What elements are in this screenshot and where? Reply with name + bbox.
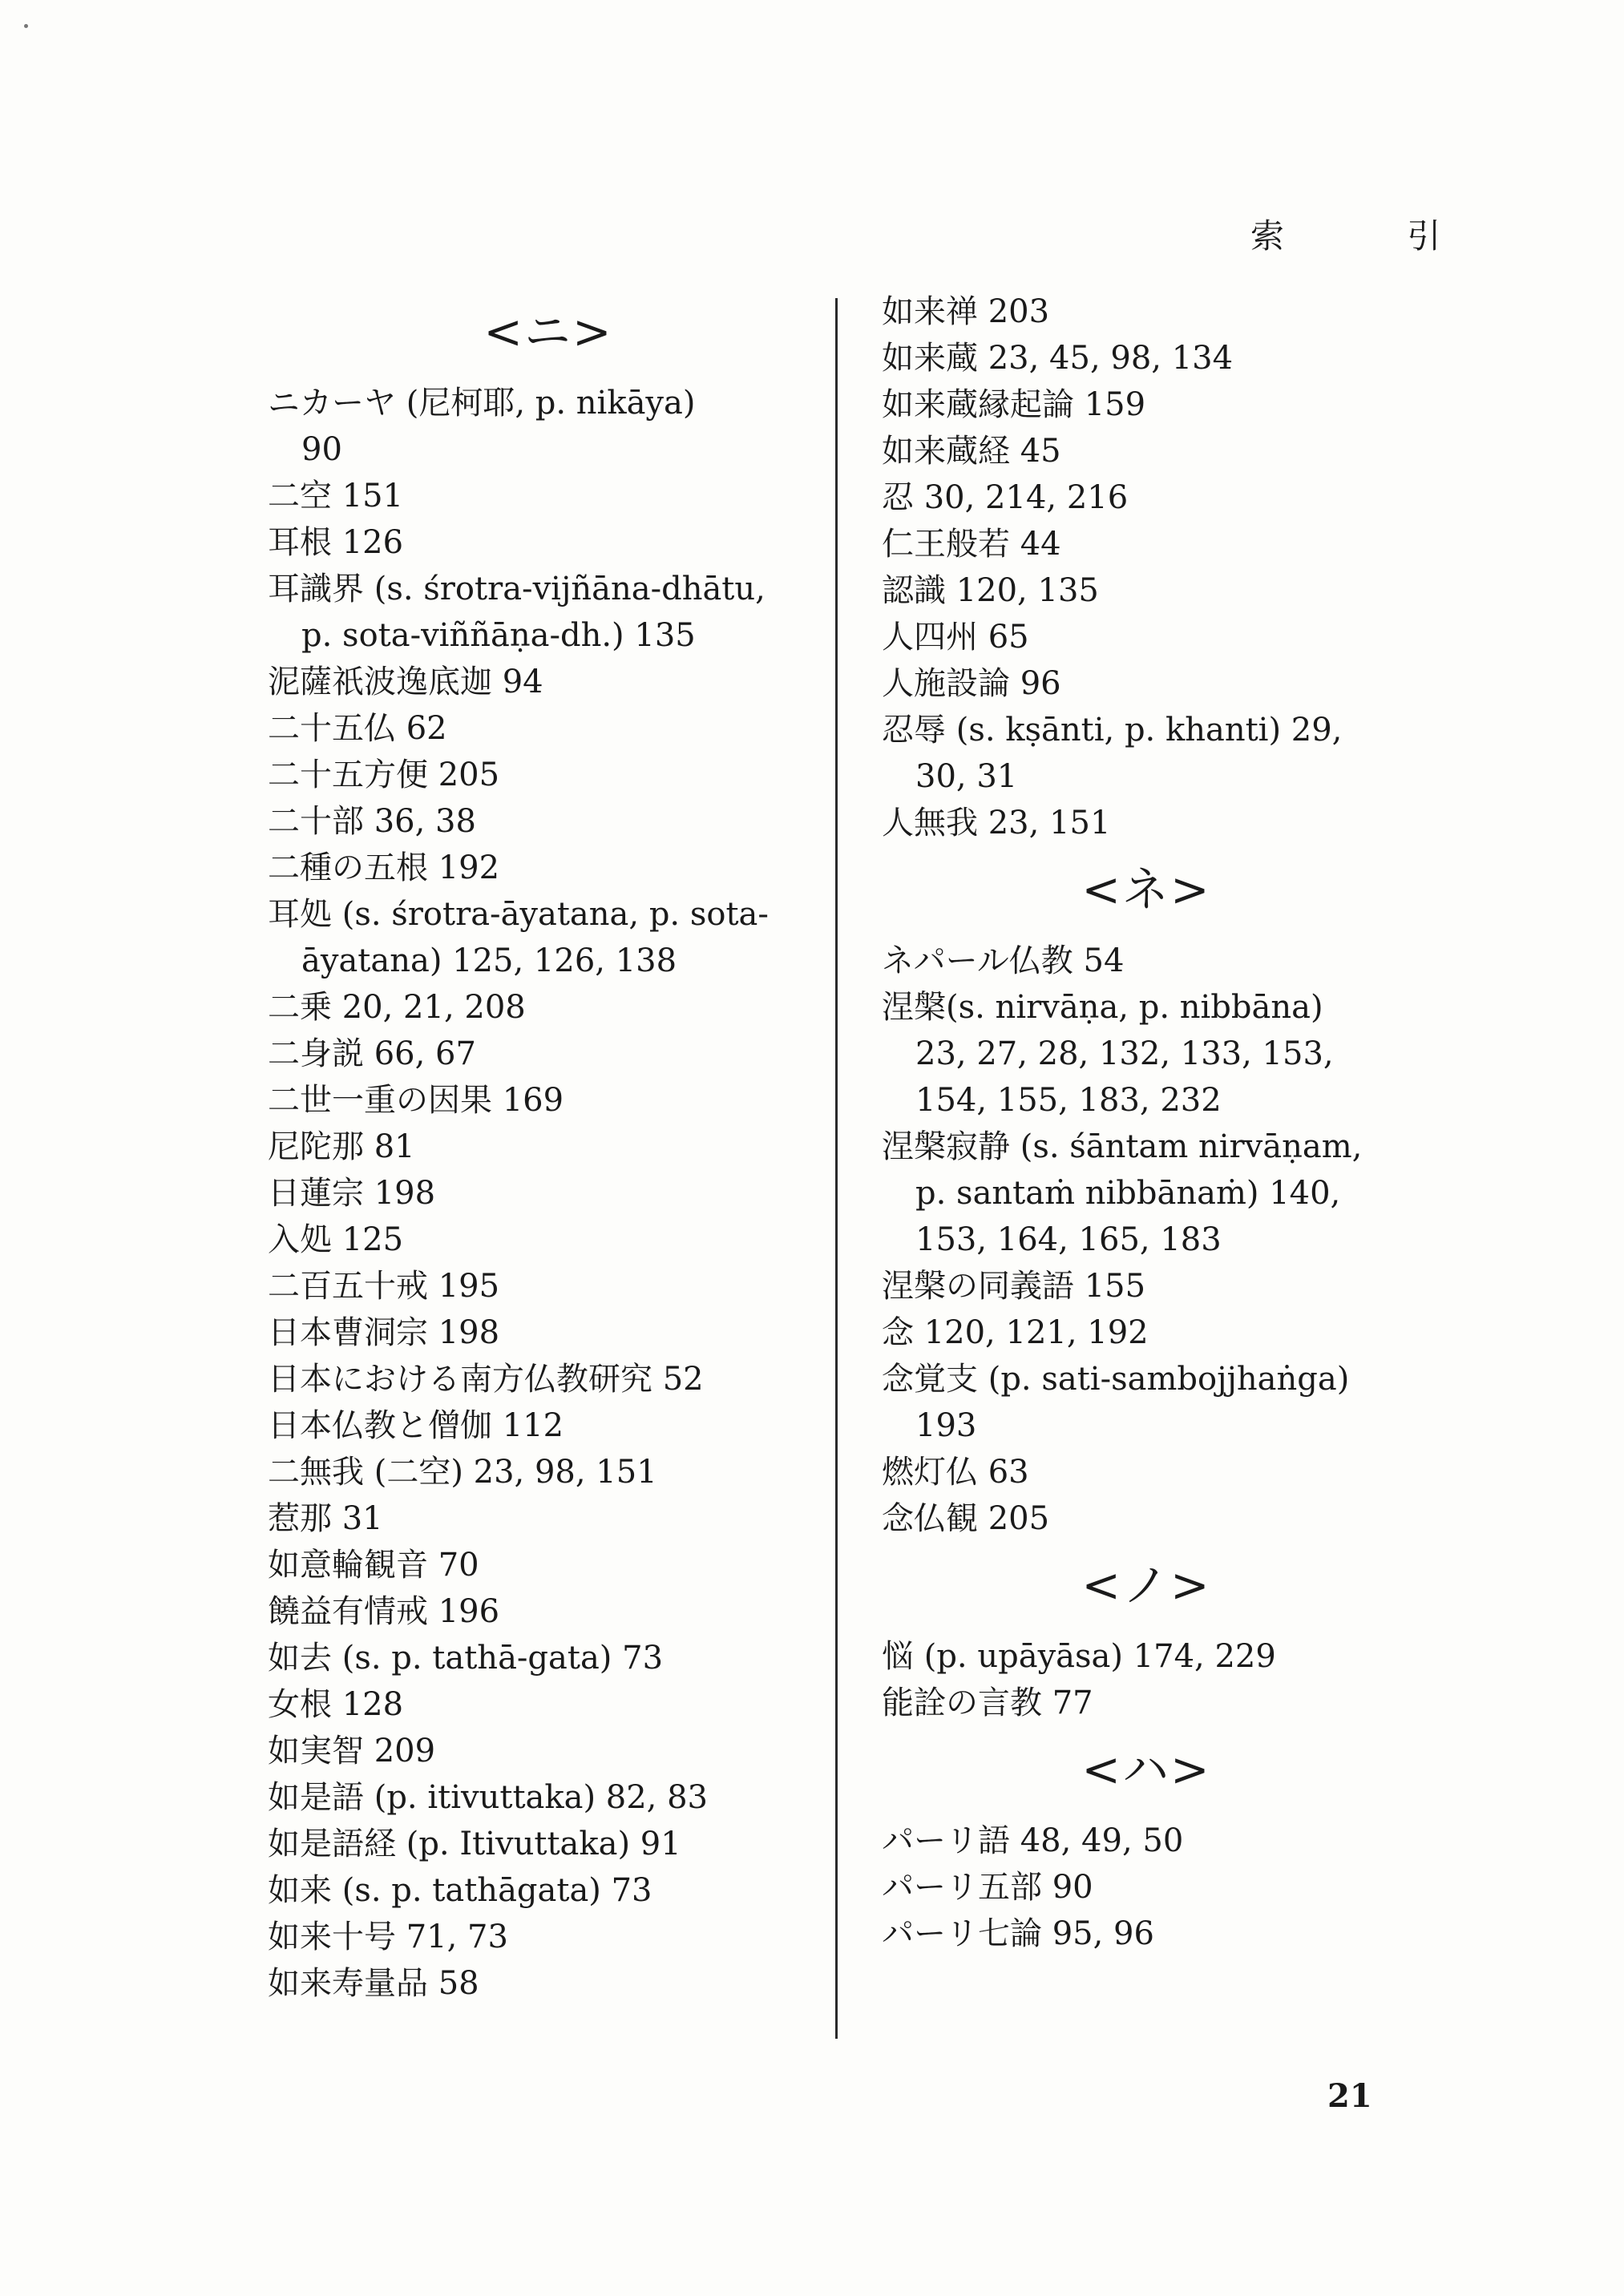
index-column-right — [882, 289, 1411, 1957]
index-entry: 如是語経 (p. Itivuttaka) 91 — [268, 1826, 681, 1862]
speck-mark — [24, 24, 28, 28]
running-head: 索 引 — [1250, 216, 1497, 256]
index-entry-continuation: 90 — [301, 431, 342, 468]
index-entry: 人施設論 96 — [882, 665, 1061, 702]
index-entry: 饒益有情戒 196 — [268, 1593, 500, 1630]
index-entry: 認識 120, 135 — [882, 572, 1099, 609]
index-entry: 泥薩祇波逸底迦 94 — [268, 664, 543, 700]
index-entry: 念 120, 121, 192 — [882, 1314, 1149, 1351]
index-entry: 燃灯仏 63 — [882, 1454, 1029, 1491]
index-entry: 二種の五根 192 — [268, 849, 500, 886]
index-entry-continuation: p. santaṁ nibbānaṁ) 140, — [915, 1175, 1341, 1212]
index-entry: 耳識界 (s. śrotra-vijñāna-dhātu, — [268, 571, 766, 607]
index-entry: 涅槃の同義語 155 — [882, 1268, 1146, 1305]
index-entry: 涅槃寂静 (s. śāntam nirvāṇam, — [882, 1128, 1363, 1165]
index-entry: 如来寿量品 58 — [268, 1965, 479, 2002]
index-entry: 如実智 209 — [268, 1733, 436, 1769]
index-entry-continuation: 193 — [915, 1407, 977, 1444]
column-divider — [835, 298, 838, 2039]
index-entry-continuation: 153, 164, 165, 183 — [915, 1221, 1222, 1258]
index-entry: 忍 30, 214, 216 — [882, 479, 1129, 516]
index-entry: 女根 128 — [268, 1686, 404, 1723]
index-entry: 耳処 (s. śrotra-āyatana, p. sota- — [268, 896, 769, 933]
index-entry: 如来蔵 23, 45, 98, 134 — [882, 340, 1234, 377]
section-heading: <ニ> — [483, 305, 613, 359]
index-entry: 如来禅 203 — [882, 293, 1050, 330]
index-entry: 悩 (p. upāyāsa) 174, 229 — [882, 1638, 1276, 1675]
section-heading: <ノ> — [1081, 1558, 1211, 1612]
index-entry: 二百五十戒 195 — [268, 1268, 500, 1305]
index-entry: 耳根 126 — [268, 524, 404, 561]
index-entry: 忍辱 (s. kṣānti, p. khanti) 29, — [882, 712, 1343, 749]
index-entry: 二無我 (二空) 23, 98, 151 — [268, 1454, 657, 1491]
index-entry: 人四州 65 — [882, 619, 1029, 656]
index-entry-continuation: p. sota-viññāṇa-dh.) 135 — [301, 617, 696, 654]
index-entry: 二十部 36, 38 — [268, 803, 476, 840]
section-heading: <ハ> — [1081, 1742, 1211, 1797]
index-entry: ネパール仏教 54 — [882, 942, 1125, 979]
index-entry: 能詮の言教 77 — [882, 1685, 1093, 1721]
index-entry: 二空 151 — [268, 478, 404, 514]
index-entry: 仁王般若 44 — [882, 526, 1061, 563]
index-entry: 入処 125 — [268, 1221, 404, 1258]
page-number: 21 — [1327, 2077, 1372, 2115]
index-entry: 日本仏教と僧伽 112 — [268, 1407, 564, 1444]
section-heading: <ネ> — [1081, 862, 1211, 917]
index-entry: 如来十号 71, 73 — [268, 1919, 508, 1955]
index-entry-continuation: 23, 27, 28, 132, 133, 153, — [915, 1035, 1334, 1072]
index-entry: 如是語 (p. itivuttaka) 82, 83 — [268, 1779, 709, 1816]
index-entry: 如来 (s. p. tathāgata) 73 — [268, 1872, 652, 1909]
index-column-left — [268, 289, 829, 2007]
index-entry: 二十五方便 205 — [268, 757, 500, 793]
index-entry: 尼陀那 81 — [268, 1128, 415, 1165]
index-entry: 日蓮宗 198 — [268, 1175, 436, 1212]
index-entry: 如意輪観音 70 — [268, 1547, 479, 1584]
index-entry: 涅槃(s. nirvāṇa, p. nibbāna) — [882, 989, 1323, 1026]
index-entry: 日本における南方仏教研究 52 — [268, 1361, 704, 1398]
index-entry: 二十五仏 62 — [268, 710, 447, 747]
index-entry: 念仏観 205 — [882, 1500, 1050, 1537]
index-entry-continuation: 154, 155, 183, 232 — [915, 1082, 1222, 1119]
index-entry: 如来蔵縁起論 159 — [882, 386, 1146, 423]
index-entry: 念覚支 (p. sati-sambojjhaṅga) — [882, 1361, 1350, 1398]
index-entry: 如来蔵経 45 — [882, 433, 1061, 470]
index-entry: 惹那 31 — [268, 1500, 383, 1537]
index-entry: 日本曹洞宗 198 — [268, 1314, 500, 1351]
index-entry: 二乗 20, 21, 208 — [268, 989, 526, 1026]
index-entry: パーリ五部 90 — [882, 1869, 1093, 1906]
index-entry: 人無我 23, 151 — [882, 805, 1111, 841]
index-entry: ニカーヤ (尼柯耶, p. nikāya) — [268, 385, 696, 422]
index-entry: 二身説 66, 67 — [268, 1035, 476, 1072]
index-entry: パーリ七論 95, 96 — [882, 1915, 1154, 1952]
index-entry: パーリ語 48, 49, 50 — [882, 1822, 1184, 1859]
index-entry-continuation: 30, 31 — [915, 758, 1018, 795]
index-entry: 二世一重の因果 169 — [268, 1082, 564, 1119]
index-entry: 如去 (s. p. tathā-gata) 73 — [268, 1640, 664, 1677]
index-entry-continuation: āyatana) 125, 126, 138 — [301, 942, 677, 979]
